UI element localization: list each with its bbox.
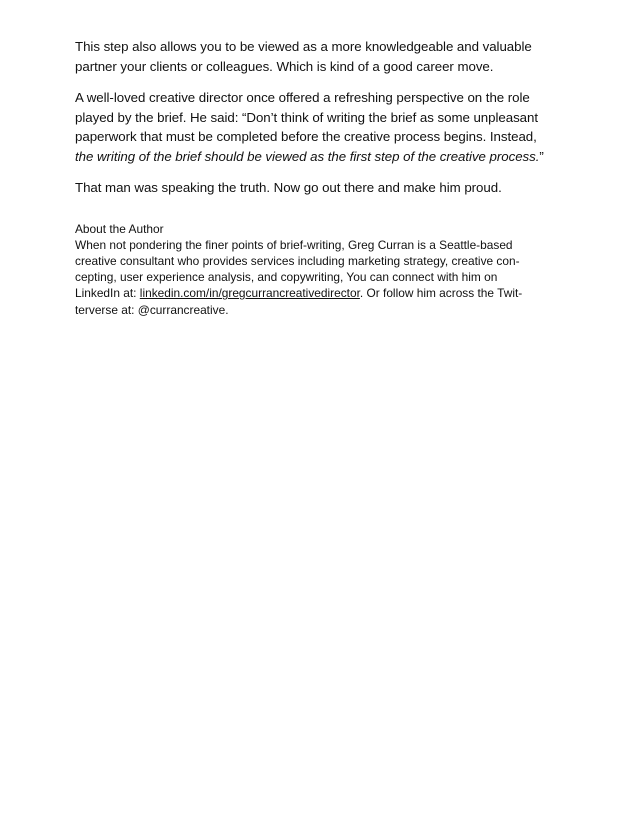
document-page bbox=[75, 37, 565, 318]
paragraph-creative-director-quote bbox=[75, 88, 565, 166]
closing-quote-mark: ” bbox=[539, 148, 544, 164]
paragraph-line: This step also allows you to be viewed as a more knowledgeable and valuable bbox=[75, 39, 532, 54]
paragraph-line: played by the brief. He said: “Don’t think of writing the brief as some unpleasant bbox=[75, 109, 539, 125]
paragraph-closing bbox=[75, 178, 565, 198]
author-heading: About the Author bbox=[75, 221, 164, 236]
twitter-lead-in: . Or follow him across the Twit- bbox=[359, 286, 523, 301]
paragraph-line: A well-loved creative director once offered a refreshing perspective on the role bbox=[75, 90, 530, 105]
linkedin-prefix: LinkedIn at: bbox=[75, 286, 140, 301]
paragraph-line: paperwork that must be completed before the creative process begins. Instead, bbox=[75, 129, 537, 144]
author-bio-line bbox=[75, 285, 565, 301]
paragraph-line: partner your clients or colleagues. Which is kind of a good career move. bbox=[75, 58, 494, 74]
paragraph-line: That man was speaking the truth. Now go out there and make him proud. bbox=[75, 180, 502, 195]
author-bio-line: creative consultant who provides services including marketing strategy, creative con- bbox=[75, 253, 520, 268]
about-the-author-section bbox=[75, 221, 565, 318]
linkedin-link[interactable]: linkedin.com/in/gregcurrancreativedirector bbox=[139, 286, 360, 301]
paragraph-career-move bbox=[75, 37, 565, 76]
quote-italic-text: the writing of the brief should be viewed as the first step of the creative process. bbox=[75, 148, 540, 164]
author-bio-line: When not pondering the finer points of brief-writing, Greg Curran is a Seattle-based bbox=[75, 237, 513, 252]
author-bio-line: terverse at: @currancreative. bbox=[75, 302, 229, 317]
author-bio-line: cepting, user experience analysis, and copywriting, You can connect with him on bbox=[75, 270, 498, 285]
